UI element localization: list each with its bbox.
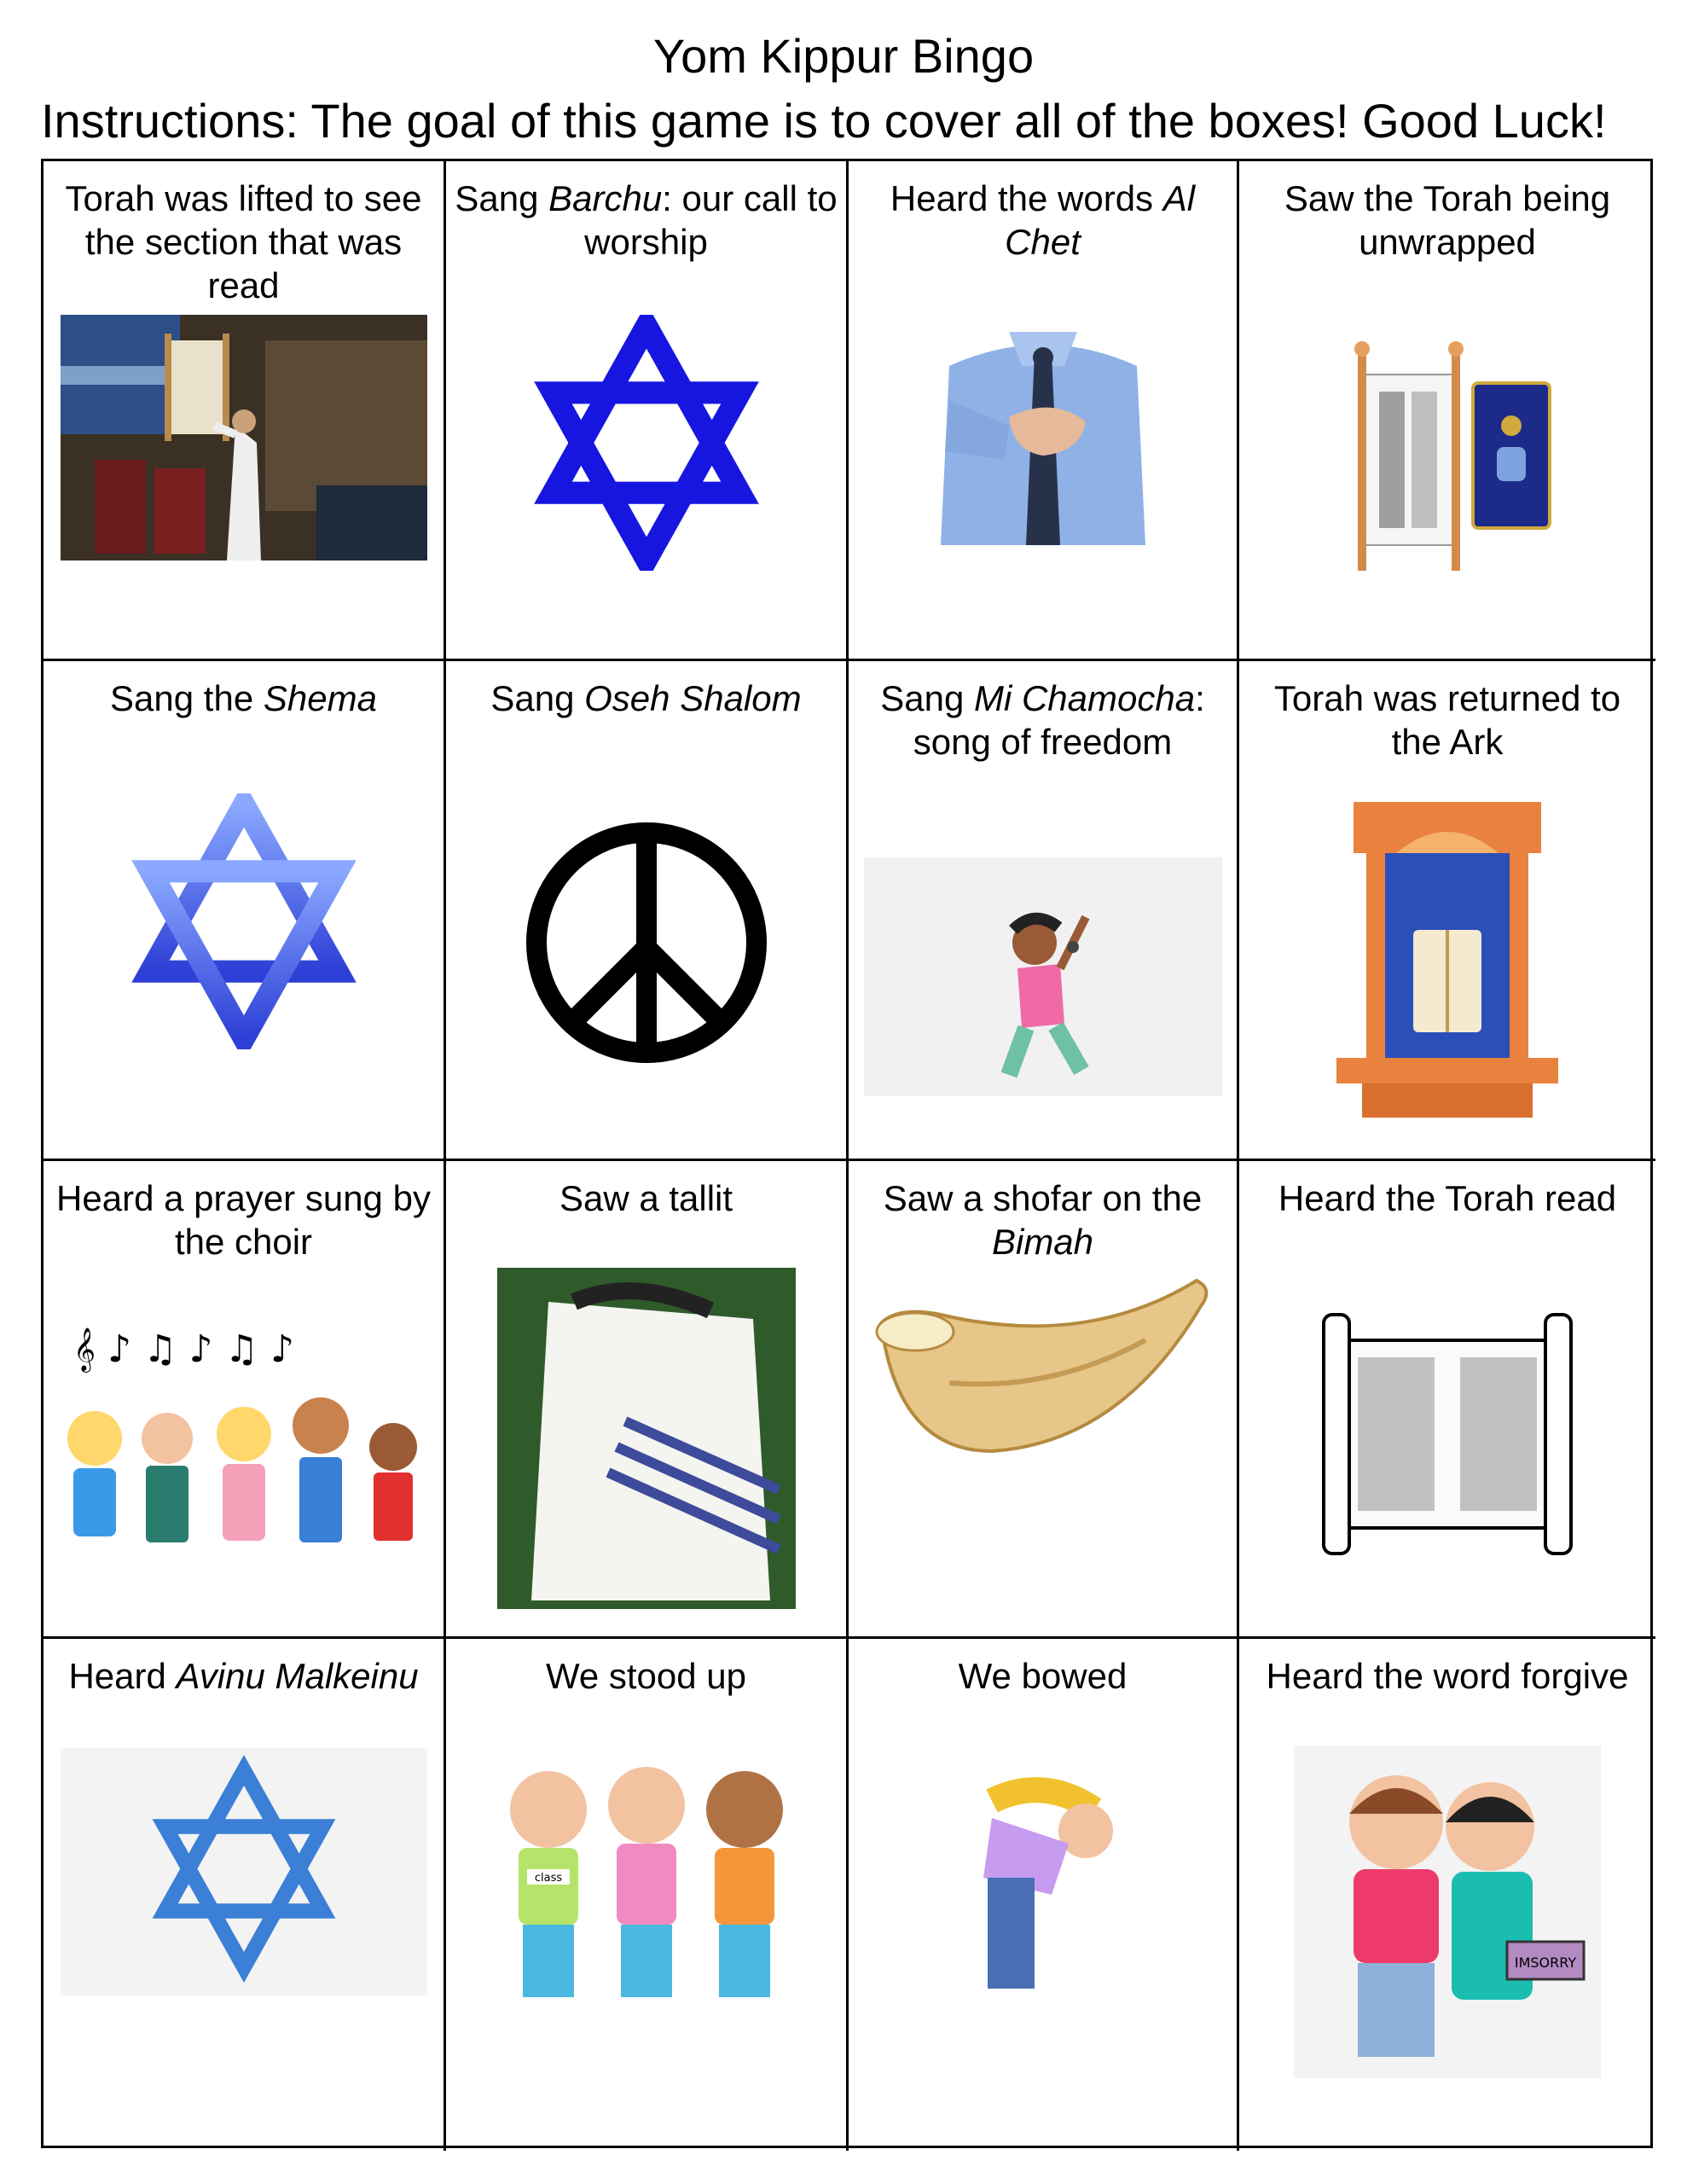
forgive-kids-icon bbox=[1294, 1745, 1601, 2078]
svg-text:𝄞 ♪ ♫ ♪ ♫ ♪: 𝄞 ♪ ♫ ♪ ♫ ♪ bbox=[72, 1327, 294, 1371]
standing-kids-icon bbox=[493, 1750, 800, 2006]
shirt-text: class bbox=[534, 1872, 562, 1885]
cell-label: Heard the word forgive bbox=[1266, 1656, 1629, 1696]
bingo-cell[interactable] bbox=[849, 661, 1239, 1161]
cell-label: Sang Barchu: our call to worship bbox=[455, 178, 838, 263]
bingo-cell[interactable] bbox=[1239, 661, 1655, 1161]
cell-label: We bowed bbox=[958, 1656, 1128, 1696]
chest-beating-photo bbox=[915, 315, 1171, 545]
bingo-cell[interactable] bbox=[446, 1161, 849, 1639]
shofar-icon bbox=[864, 1272, 1222, 1468]
bingo-cell[interactable] bbox=[1239, 1639, 1655, 2151]
bingo-cell[interactable] bbox=[446, 161, 849, 661]
cell-label: Heard a prayer sung by the choir bbox=[56, 1178, 431, 1263]
star-of-david-icon bbox=[527, 315, 766, 571]
bingo-cell[interactable] bbox=[43, 1639, 446, 2151]
cell-label: Sang Oseh Shalom bbox=[490, 678, 802, 718]
open-torah-scroll-icon bbox=[1307, 1306, 1588, 1562]
singing-girl-icon bbox=[864, 857, 1222, 1096]
bingo-cell[interactable] bbox=[446, 661, 849, 1161]
bingo-cell[interactable] bbox=[43, 1161, 446, 1639]
bingo-cell[interactable] bbox=[1239, 1161, 1655, 1639]
choir-kids-icon bbox=[56, 1310, 432, 1583]
torah-scroll-cover-icon bbox=[1336, 340, 1558, 579]
sorry-sign-text: IMSORRY bbox=[1514, 1955, 1577, 1971]
bingo-cell[interactable] bbox=[1239, 161, 1655, 661]
cell-label: We stood up bbox=[545, 1656, 747, 1696]
cell-label: Heard the Torah read bbox=[1278, 1178, 1617, 1218]
cell-label: Torah was returned to the Ark bbox=[1273, 678, 1621, 763]
bingo-cell[interactable] bbox=[43, 661, 446, 1161]
cell-label: Heard Avinu Malkeinu bbox=[68, 1656, 419, 1696]
page-title: Yom Kippur Bingo bbox=[652, 29, 1035, 83]
tallit-photo bbox=[497, 1268, 796, 1609]
bingo-cell[interactable] bbox=[849, 1639, 1239, 2151]
cell-label: Heard the words Al Chet bbox=[890, 178, 1196, 263]
cell-label: Torah was lifted to see the section that was read bbox=[65, 178, 422, 306]
cell-label: Sang the Shema bbox=[110, 678, 377, 718]
bingo-cell[interactable] bbox=[849, 1161, 1239, 1639]
cell-label: Saw a shofar on the Bimah bbox=[883, 1178, 1203, 1263]
instructions: Instructions: The goal of this game is to cover all of the boxes! Good Luck! bbox=[41, 94, 1607, 148]
star-of-david-icon bbox=[129, 793, 359, 1049]
cell-label: Sang Mi Chamocha: song of freedom bbox=[880, 678, 1205, 763]
star-of-david-icon bbox=[61, 1748, 427, 1995]
cell-label: Saw the Torah being unwrapped bbox=[1284, 178, 1611, 263]
bingo-cell[interactable] bbox=[446, 1639, 849, 2151]
bingo-cell[interactable] bbox=[849, 161, 1239, 661]
bowing-girl-icon bbox=[941, 1750, 1145, 1997]
torah-lifted-photo bbox=[61, 315, 427, 561]
bingo-cell[interactable] bbox=[43, 161, 446, 661]
peace-sign-icon bbox=[519, 815, 774, 1071]
bingo-grid bbox=[41, 159, 1653, 2148]
cell-label: Saw a tallit bbox=[559, 1178, 733, 1218]
torah-ark-icon bbox=[1328, 802, 1567, 1118]
